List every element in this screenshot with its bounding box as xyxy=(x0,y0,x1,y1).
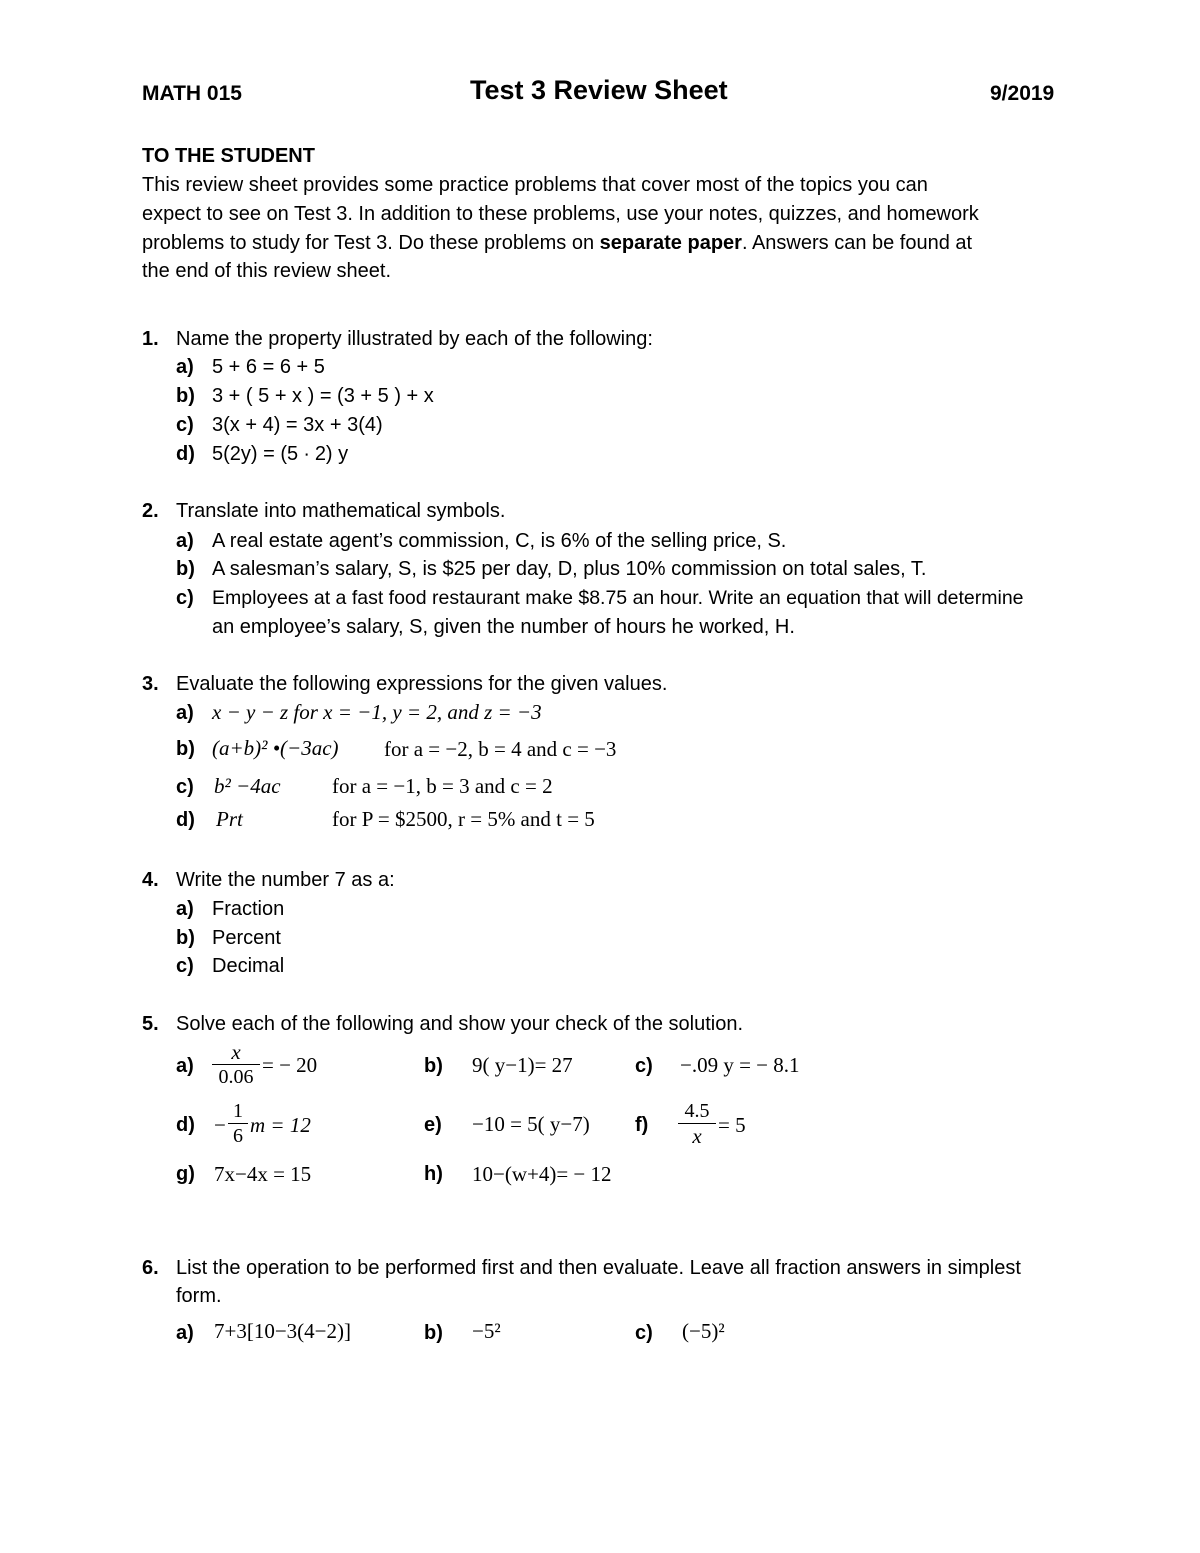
item-label: b) xyxy=(424,1055,443,1077)
intro-line-2: expect to see on Test 3. In addition to these problems, use your notes, quizzes, and homework xyxy=(142,203,979,225)
q3-item-b-expression: (a+b)² •(−3ac) xyxy=(212,736,339,760)
q6-a-expression: 7+3[10−3(4−2)] xyxy=(214,1319,352,1343)
q5-d-rest: m = 12 xyxy=(250,1113,311,1137)
q2-item-c: Employees at a fast food restaurant make $8.75 an hour. Write an equation that will determine xyxy=(212,587,1024,609)
fraction-numerator: 4.5 xyxy=(684,1100,710,1122)
fraction-denominator: 0.06 xyxy=(218,1066,254,1088)
fraction-numerator: 1 xyxy=(233,1100,243,1122)
item-label: b) xyxy=(176,738,195,760)
question-2-prompt: Translate into mathematical symbols. xyxy=(176,500,506,522)
item-label: g) xyxy=(176,1163,195,1185)
item-label: c) xyxy=(635,1322,653,1344)
item-label: d) xyxy=(176,443,195,465)
item-label: a) xyxy=(176,530,194,552)
q4-item-b: Percent xyxy=(212,927,281,949)
q5-a-rest: = − 20 xyxy=(262,1053,318,1077)
q2-item-b: A salesman’s salary, S, is $25 per day, D, plus 10% commission on total sales, T. xyxy=(212,558,927,580)
item-label: a) xyxy=(176,1055,194,1077)
intro-heading: TO THE STUDENT xyxy=(142,145,315,167)
question-4-prompt: Write the number 7 as a: xyxy=(176,869,395,891)
q5-g-equation: 7x−4x = 15 xyxy=(214,1162,312,1186)
q3-item-b-condition: for a = −2, b = 4 and c = −3 xyxy=(384,737,617,761)
fraction-bar xyxy=(212,1064,260,1065)
item-label: c) xyxy=(176,414,194,436)
intro-line-3 xyxy=(142,232,972,255)
item-label: a) xyxy=(176,702,194,724)
question-6-prompt-continued: form. xyxy=(176,1285,222,1307)
question-3-prompt: Evaluate the following expressions for the given values. xyxy=(176,673,668,695)
q3-item-a: x − y − z for x = −1, y = 2, and z = −3 xyxy=(212,700,542,724)
intro-line-3-pre: problems to study for Test 3. Do these problems on xyxy=(142,232,600,254)
q5-d-sign: − xyxy=(214,1113,226,1137)
course-code: MATH 015 xyxy=(142,82,242,105)
intro-line-3-post: . Answers can be found at xyxy=(741,232,973,254)
q5-f-fraction xyxy=(678,1100,716,1147)
fraction-denominator: x xyxy=(692,1124,702,1148)
item-label: d) xyxy=(176,1114,195,1136)
q1-item-c: 3(x + 4) = 3x + 3(4) xyxy=(212,414,383,436)
item-label: c) xyxy=(635,1055,653,1077)
fraction-numerator: x xyxy=(231,1040,241,1064)
q1-item-b: 3 + ( 5 + x ) = (3 + 5 ) + x xyxy=(212,385,434,407)
fraction-denominator: 6 xyxy=(233,1125,243,1147)
intro-line-1: This review sheet provides some practice problems that cover most of the topics you can xyxy=(142,174,928,196)
question-number: 6. xyxy=(142,1257,159,1279)
item-label: a) xyxy=(176,356,194,378)
item-label: c) xyxy=(176,587,194,609)
item-label: c) xyxy=(176,776,194,798)
item-label: c) xyxy=(176,955,194,977)
q4-item-a: Fraction xyxy=(212,898,285,920)
item-label: b) xyxy=(176,385,195,407)
item-label: b) xyxy=(176,927,195,949)
q1-item-d: 5(2y) = (5 ∙ 2) y xyxy=(212,443,349,465)
item-label: a) xyxy=(176,898,194,920)
q2-item-c-continued: an employee’s salary, S, given the number of hours he worked, H. xyxy=(212,616,795,638)
question-6-prompt: List the operation to be performed first and then evaluate. Leave all fraction answers in simplest xyxy=(176,1257,1021,1279)
item-label: b) xyxy=(424,1322,443,1344)
question-number: 4. xyxy=(142,869,159,891)
item-label: b) xyxy=(176,558,195,580)
item-label: d) xyxy=(176,809,195,831)
intro-emphasis: separate paper xyxy=(599,232,742,254)
q5-e-equation: −10 = 5( y−7) xyxy=(472,1112,590,1136)
q6-b-expression: −5² xyxy=(472,1319,501,1343)
q3-item-d-condition: for P = $2500, r = 5% and t = 5 xyxy=(332,807,595,831)
date: 9/2019 xyxy=(990,82,1055,105)
item-label: a) xyxy=(176,1322,194,1344)
question-5-prompt: Solve each of the following and show your check of the solution. xyxy=(176,1013,744,1035)
q5-c-equation: −.09 y = − 8.1 xyxy=(680,1053,800,1077)
q5-a-fraction xyxy=(212,1041,260,1088)
item-label: e) xyxy=(424,1114,442,1136)
q5-h-equation: 10−(w+4)= − 12 xyxy=(472,1162,612,1186)
q3-item-c-expression: b² −4ac xyxy=(214,774,281,798)
q6-c-expression: (−5)² xyxy=(682,1319,725,1343)
q3-item-d-expression: Prt xyxy=(216,807,243,831)
q5-f-rest: = 5 xyxy=(718,1113,746,1137)
question-1-prompt: Name the property illustrated by each of the following: xyxy=(176,328,653,350)
question-number: 1. xyxy=(142,328,159,350)
q5-b-equation: 9( y−1)= 27 xyxy=(472,1053,573,1077)
question-number: 2. xyxy=(142,500,159,522)
q5-d-fraction xyxy=(228,1100,248,1147)
q2-item-a: A real estate agent’s commission, C, is 6% of the selling price, S. xyxy=(212,530,787,552)
question-number: 3. xyxy=(142,673,159,695)
q4-item-c: Decimal xyxy=(212,955,285,977)
question-number: 5. xyxy=(142,1013,159,1035)
fraction-bar xyxy=(228,1123,248,1124)
q1-item-a: 5 + 6 = 6 + 5 xyxy=(212,356,325,378)
item-label: f) xyxy=(635,1114,649,1136)
q3-item-c-condition: for a = −1, b = 3 and c = 2 xyxy=(332,774,553,798)
page-title: Test 3 Review Sheet xyxy=(470,75,728,105)
item-label: h) xyxy=(424,1163,443,1185)
intro-line-4: the end of this review sheet. xyxy=(142,260,392,282)
